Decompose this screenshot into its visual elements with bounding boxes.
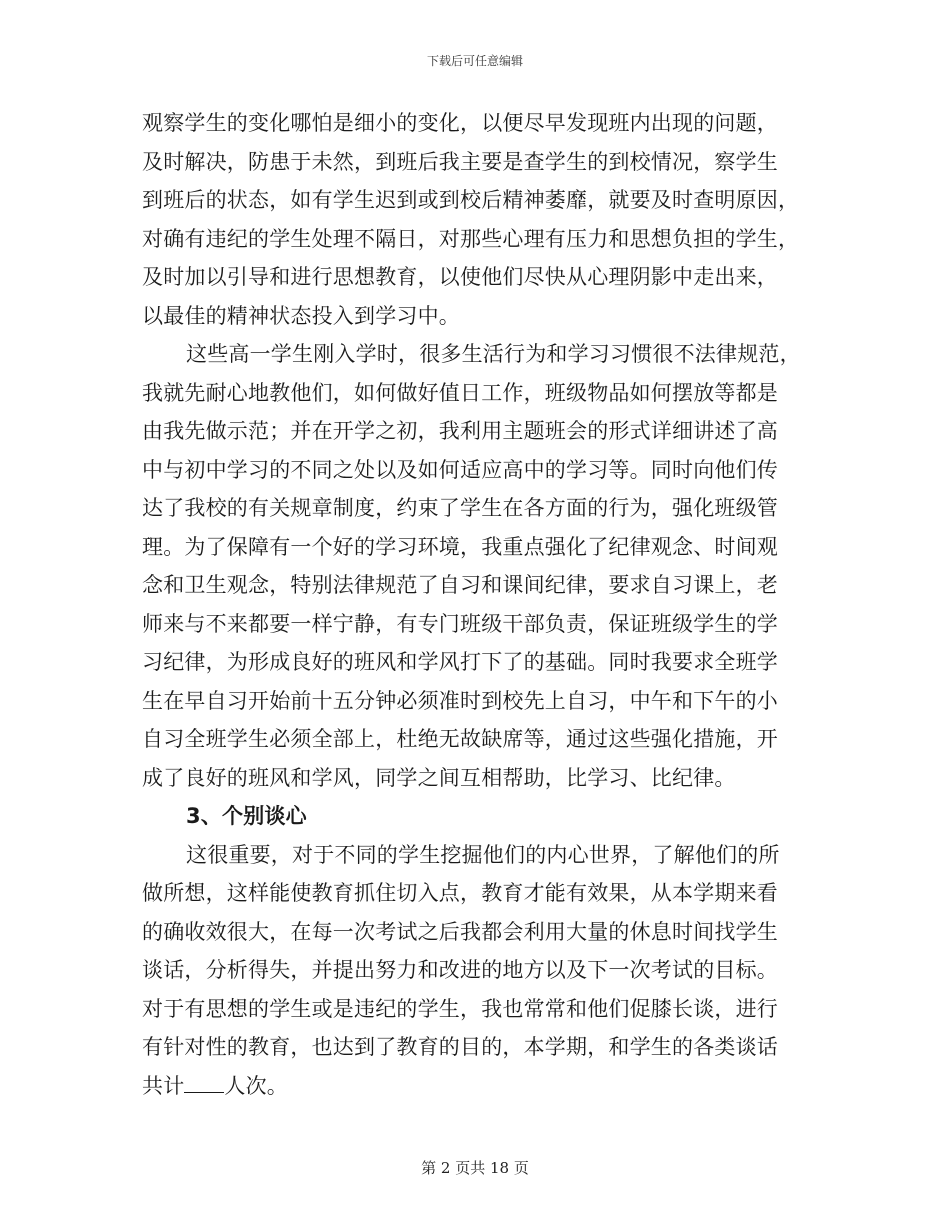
text-line: 习纪律，为形成良好的班风和学风打下了的基础。同时我要求全班学 — [142, 650, 778, 674]
text-suffix: 人次。 — [224, 1073, 289, 1098]
text-line: 这些高一学生刚入学时，很多生活行为和学习习惯很不法律规范， — [186, 342, 801, 366]
text-line: 生在早自习开始前十五分钟必须准时到校先上自习，中午和下午的小 — [142, 688, 778, 713]
document-body — [142, 104, 810, 1105]
section-heading: 3、个别谈心 — [186, 804, 307, 828]
paragraph-1 — [142, 104, 810, 335]
text-line: 对确有违纪的学生处理不隔日，对那些心理有压力和思想负担的学生， — [142, 226, 800, 251]
text-prefix: 共计 — [142, 1073, 185, 1098]
text-line: 由我先做示范；并在开学之初，我利用主题班会的形式详细讲述了高 — [142, 419, 778, 443]
text-line: 及时解决，防患于未然，到班后我主要是查学生的到校情况，察学生 — [142, 149, 778, 174]
text-line: 及时加以引导和进行思想教育，以使他们尽快从心理阴影中走出来， — [142, 265, 778, 289]
paragraph-3 — [142, 836, 810, 1106]
text-line: 有针对性的教育，也达到了教育的目的，本学期，和学生的各类谈话 — [142, 1035, 778, 1059]
text-line: 达了我校的有关规章制度，约束了学生在各方面的行为，强化班级管 — [142, 496, 778, 520]
text-line: 成了良好的班风和学风，同学之间互相帮助，比学习、比纪律。 — [142, 765, 736, 790]
text-line: 师来与不来都要一样宁静，有专门班级干部负责，保证班级学生的学 — [142, 611, 778, 636]
text-line: 谈话，分析得失，并提出努力和改进的地方以及下一次考试的目标。 — [142, 958, 778, 982]
text-line: 这很重要，对于不同的学生挖掘他们的内心世界，了解他们的所 — [186, 842, 780, 867]
fill-in-blank — [184, 1074, 224, 1093]
text-line: 自习全班学生必须全部上，杜绝无故缺席等，通过这些强化措施，开 — [142, 727, 778, 751]
page-footer: 第 2 页共 18 页 — [421, 1159, 529, 1177]
text-line: 理。为了保障有一个好的学习环境，我重点强化了纪律观念、时间观 — [142, 534, 778, 559]
text-line: 对于有思想的学生或是违纪的学生，我也常常和他们促膝长谈，进行 — [142, 996, 778, 1021]
text-line: 念和卫生观念，特别法律规范了自习和课间纪律，要求自习课上，老 — [142, 573, 778, 597]
text-line: 到班后的状态，如有学生迟到或到校后精神萎靡，就要及时查明原因， — [142, 188, 800, 212]
text-line: 我就先耐心地教他们，如何做好值日工作，班级物品如何摆放等都是 — [142, 380, 778, 405]
text-line: 以最佳的精神状态投入到学习中。 — [142, 303, 460, 328]
text-line: 做所想，这样能使教育抓住切入点，教育才能有效果，从本学期来看 — [142, 881, 778, 905]
text-line: 的确收效很大，在每一次考试之后我都会利用大量的休息时间找学生 — [142, 919, 778, 944]
text-line: 观察学生的变化哪怕是细小的变化，以便尽早发现班内出现的问题， — [142, 111, 778, 135]
paragraph-2 — [142, 335, 810, 797]
text-line-last — [142, 1067, 810, 1106]
page-header: 下载后可任意编辑 — [426, 54, 523, 68]
text-line: 中与初中学习的不同之处以及如何适应高中的学习等。同时向他们传 — [142, 457, 778, 482]
